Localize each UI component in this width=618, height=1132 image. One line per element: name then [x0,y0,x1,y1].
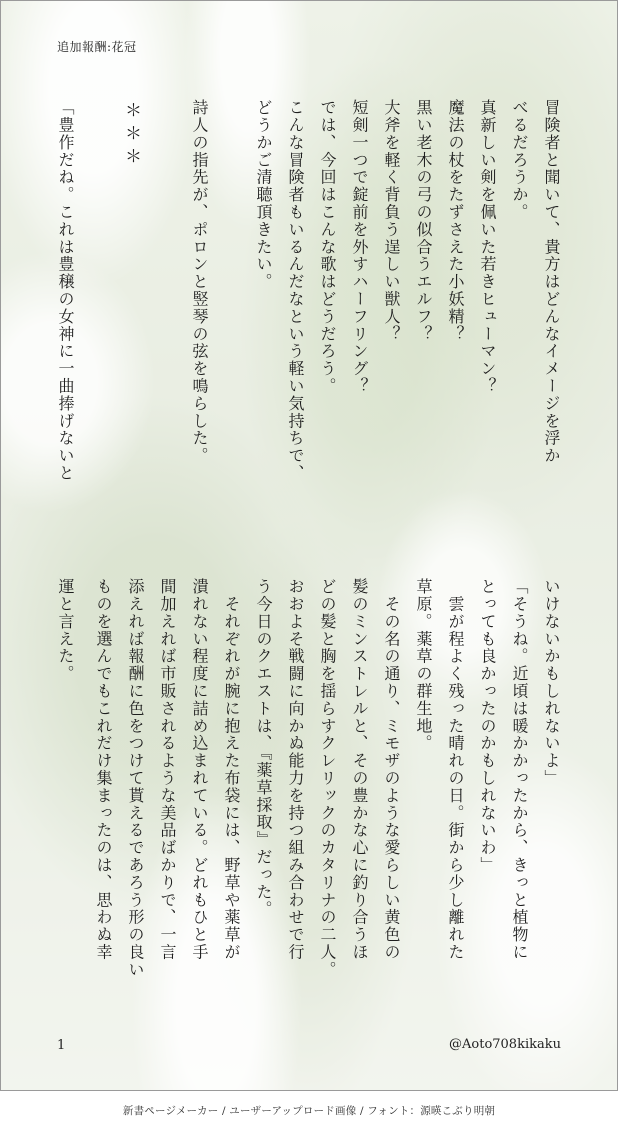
text-column: 短剣一つで錠前を外すハーフリング？ [350,99,369,395]
text-column: おおよそ戦闘に向かぬ能力を持つ組み合わせで行 [286,578,305,961]
text-column: 魔法の杖をたずさえた小妖精？ [446,99,465,343]
text-column: 雲が程よく残った晴れの日。街から少し離れた [446,578,465,961]
text-column: 潰れない程度に詰め込まれている。どれもひと手 [190,578,209,961]
text-column: べるだろうか。 [510,99,529,221]
text-column: どの髪と胸を揺らすクレリックのカタリナの二人。 [318,578,337,979]
text-column: 添えれば報酬に色をつけて貰えるであろう形の良い [126,578,145,979]
text-column: 真新しい剣を佩いた若きヒューマン？ [478,99,497,395]
text-column: 運と言えた。 [56,578,75,683]
page-title: 追加報酬:花冠 [57,40,137,54]
text-column: 「豊作だね。これは豊穣の女神に一曲捧げないと [56,99,75,482]
text-column: ものを選んでもこれだけ集まったのは、思わぬ幸 [94,578,113,961]
text-column: その名の通り、ミモザのような愛らしい黄色の [382,578,401,961]
text-column: どうかご清聴頂きたい。 [254,99,273,291]
text-column: 黒い老木の弓の似合うエルフ？ [414,99,433,343]
text-column: 髪のミンストレルと、その豊かな心に釣り合うほ [350,578,369,961]
text-column: 間加えれば市販されるような美品ばかりで、一言 [158,578,177,961]
text-column: それぞれが腕に抱えた布袋には、野草や薬草が [222,578,241,961]
text-column: 冒険者と聞いて、貴方はどんなイメージを浮か [542,99,561,465]
text-column: う今日のクエストは、『薬草採取』だった。 [254,578,273,918]
text-column: こんな冒険者もいるんだなという軽い気持ちで、 [286,99,305,482]
text-column: 大斧を軽く背負う逞しい獣人？ [382,99,401,343]
section-break: ＊＊＊ [121,101,141,170]
footer-credit: 新書ページメーカー / ユーザーアップロード画像 / フォント：源暎こぶり明朝 [122,1105,496,1117]
text-column: いけないかもしれないよ」 [542,578,561,787]
text-column: では、今回はこんな歌はどうだろう。 [318,99,337,395]
text-column: 詩人の指先が、ポロンと竪琴の弦を鳴らした。 [190,99,209,465]
text-column: 「そうね。近頃は暖かかったから、きっと植物に [510,578,529,961]
page-number: 1 [57,1038,66,1053]
text-column: 草原。薬草の群生地。 [414,578,433,752]
text-column: とっても良かったのかもしれないわ」 [478,578,497,874]
author-handle: @Aoto708kikaku [449,1037,561,1052]
